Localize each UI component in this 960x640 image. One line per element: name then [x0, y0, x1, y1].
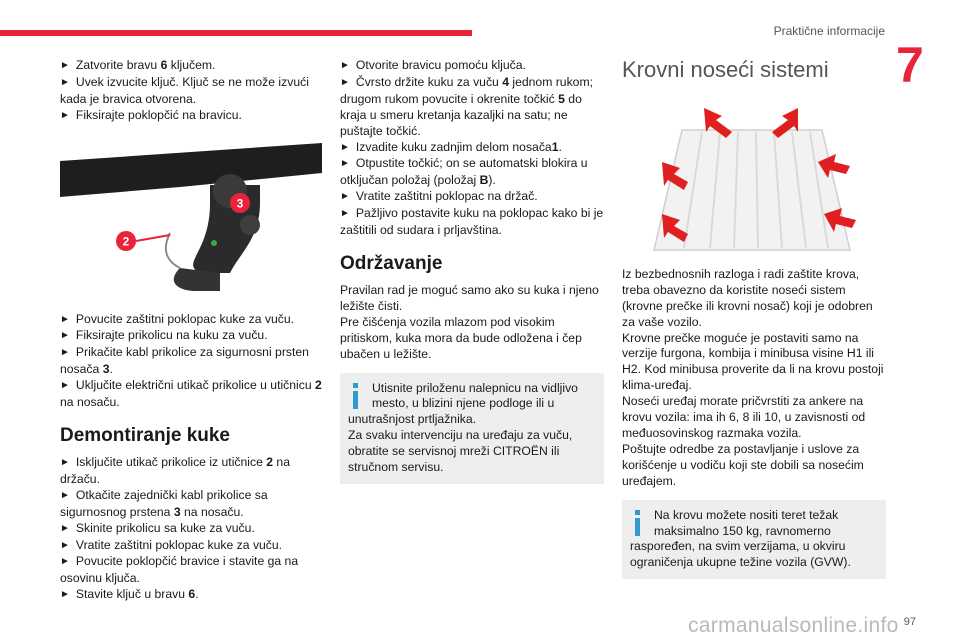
maintenance-paragraph: Pravilan rad je moguć samo ako su kuka i njeno ležište čisti. Pre čišćenja vozila mlazom pod visokim pritiskom, kuka mora da bude odložena i čep ubačen u ležište. [340, 282, 599, 361]
page-number: 97 [903, 616, 916, 628]
top-steps [60, 58, 322, 125]
mid-steps [60, 312, 322, 411]
step: ► Stavite ključ u bravu 6. [60, 587, 322, 604]
step: ► Povucite poklopčić bravice i stavite ga na osovinu ključa. [60, 554, 322, 587]
step: ► Isključite utikač prikolice iz utičnice 2 na držaču. [60, 455, 322, 488]
step: ► Uključite električni utikač prikolice u utičnicu 2 na nosaču. [60, 378, 322, 411]
info-text: Utisnite priloženu nalepnicu na vidljivo mesto, u blizini njene podloge ili u unutrašnjost prtljažnika. Za svaku intervenciju na uređaju za vuču, obratite se servisnoj mreži CITROËN ili stručnom servisu. [348, 380, 578, 475]
step: ► Otkačite zajednički kabl prikolice sa sigurnosnog prstena 3 na nosaču. [60, 488, 322, 521]
step: ► Fiksirajte poklopčić na bravicu. [60, 108, 322, 125]
step: ► Pažljivo postavite kuku na poklopac kako bi je zaštitili od sudara i prljavština. [340, 206, 604, 239]
info-box-load [622, 500, 886, 580]
watermark: carmanualsonline.info [688, 614, 899, 637]
bottom-steps [60, 455, 322, 604]
roof-illustration [622, 102, 884, 252]
section-title-odrzavanje: Održavanje [340, 252, 443, 274]
column-2 [340, 58, 604, 484]
step: ► Skinite prikolicu sa kuke za vuču. [60, 521, 322, 538]
step: ► Čvrsto držite kuku za vuču 4 jednom rukom; drugom rukom povucite i okrenite točkić 5 do kraja u smeru kretanja kazaljki na satu; ne puštajte točkić. [340, 75, 604, 140]
step: ► Vratite zaštitni poklopac kuke za vuču. [60, 538, 322, 555]
towbar-illustration [60, 143, 322, 291]
roof-paragraph: Iz bezbednosnih razloga i radi zaštite krova, treba obavezno da koristite noseći sistem (krovne prečke ili krovni nosač) koji je odobren za vaše vozilo. Krovne prečke moguće je postaviti samo na verzije furgona, kombija i minibusa visine H1 ili H2. Kod minibusa proverite da li na krovu postoji klima-uređaj. Noseći uređaj morate pričvrstiti za ankere na krovu vozila: ima ih 6, 8 ili 10, u zavisnosti od međuosovinskog razmaka vozila. Poštujte odredbe za postavljanje i uslove za korišćenje u vodiču koji ste dobili sa nosećim uređajem. [622, 266, 884, 488]
step: ► Vratite zaštitni poklopac na držač. [340, 189, 604, 206]
step: ► Zatvorite bravu 6 ključem. [60, 58, 322, 75]
header-accent-bar [0, 30, 472, 36]
chapter-number: 7 [896, 37, 924, 93]
step: ► Izvadite kuku zadnjim delom nosača1. [340, 140, 604, 157]
column-3 [622, 58, 886, 579]
info-box-sticker [340, 373, 604, 484]
column-1 [60, 58, 322, 604]
section-title-krovni: Krovni noseći sistemi [622, 57, 829, 82]
running-header: Praktične informacije [773, 24, 885, 38]
section-title-demontiranje: Demontiranje kuke [60, 424, 230, 446]
step: ► Otpustite točkić; on se automatski blokira u otključan položaj (položaj B). [340, 156, 604, 189]
info-icon [630, 510, 648, 538]
step: ► Uvek izvucite ključ. Ključ se ne može izvući kada je bravica otvorena. [60, 75, 322, 108]
step: ► Otvorite bravicu pomoću ključa. [340, 58, 604, 75]
info-text: Na krovu možete nositi teret težak maksimalno 150 kg, ravnomerno raspoređen, na svim verzijama, u okviru ograničenja ukupne težine vozila (GVW). [630, 507, 851, 570]
step: ► Povucite zaštitni poklopac kuke za vuču. [60, 312, 322, 329]
info-icon [348, 383, 366, 411]
step: ► Fiksirajte prikolicu na kuku za vuču. [60, 328, 322, 345]
step: ► Prikačite kabl prikolice za sigurnosni prsten nosača 3. [60, 345, 322, 378]
callout-2: 2 [122, 234, 130, 249]
callout-3: 3 [236, 196, 244, 211]
